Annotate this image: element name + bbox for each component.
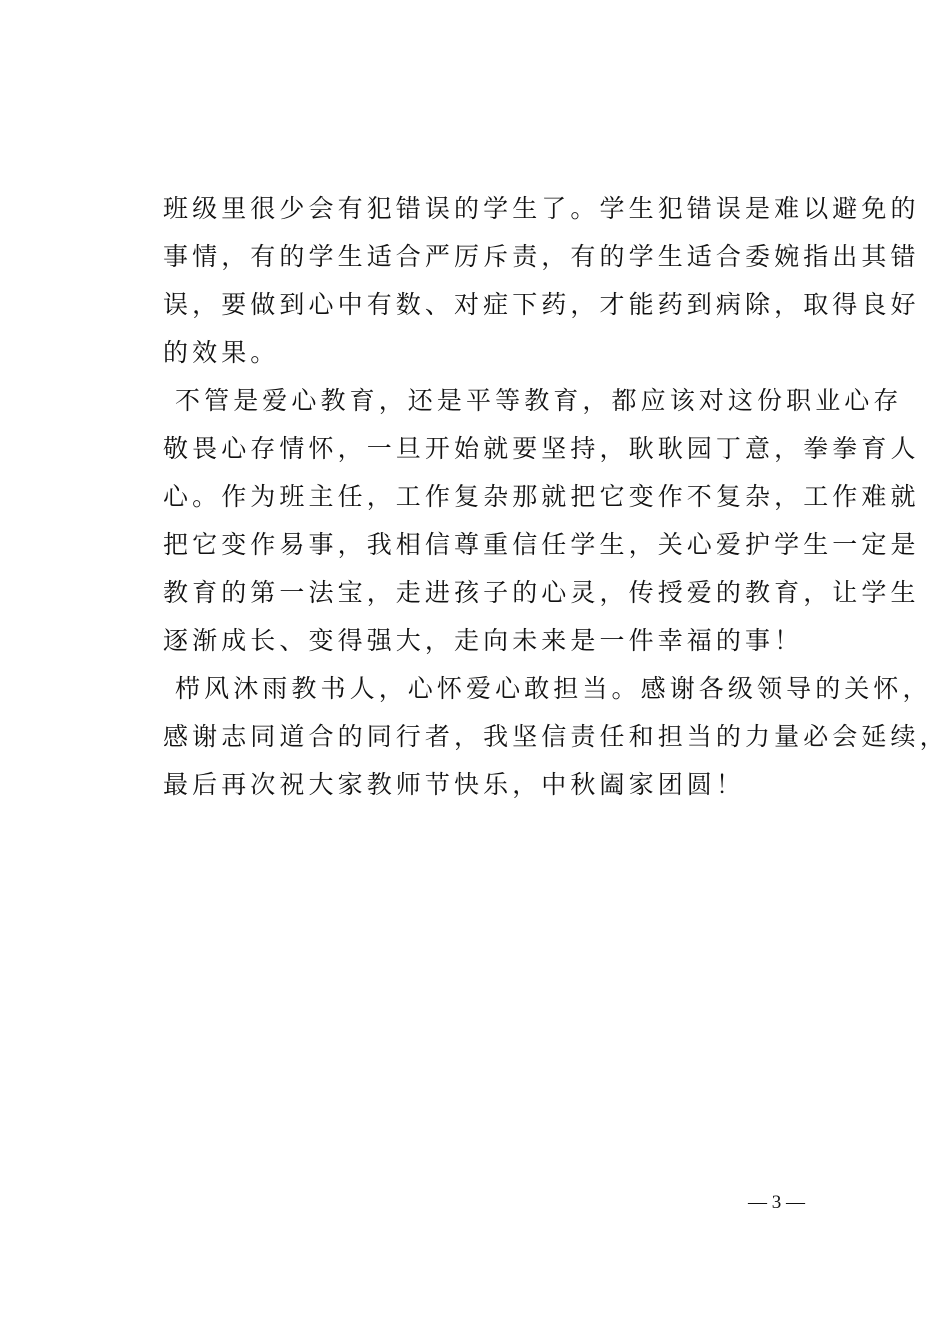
text-line: 最后再次祝大家教师节快乐，中秋阖家团圆！: [163, 770, 746, 799]
text-line: 敬畏心存情怀，一旦开始就要坚持，耿耿园丁意，拳拳育人: [163, 434, 920, 463]
paragraph-2: [163, 377, 920, 665]
text-line: 心。作为班主任，工作复杂那就把它变作不复杂，工作难就: [163, 482, 920, 511]
text-line: 逐渐成长、变得强大，走向未来是一件幸福的事！: [163, 626, 804, 655]
document-body: [163, 185, 949, 809]
text-line: 栉风沐雨教书人，心怀爱心敢担当。感谢各级领导的关怀，: [175, 674, 932, 703]
paragraph-3: [163, 665, 949, 809]
text-line: 事情，有的学生适合严厉斥责，有的学生适合委婉指出其错: [163, 242, 920, 271]
text-line: 把它变作易事，我相信尊重信任学生，关心爱护学生一定是: [163, 530, 920, 559]
text-line: 班级里很少会有犯错误的学生了。学生犯错误是难以避免的: [163, 194, 920, 223]
text-line: 不管是爱心教育，还是平等教育，都应该对这份职业心存: [175, 386, 903, 415]
text-line: 误，要做到心中有数、对症下药，才能药到病除，取得良好: [163, 290, 920, 319]
text-line: 教育的第一法宝，走进孩子的心灵，传授爱的教育，让学生: [163, 578, 920, 607]
paragraph-1: [163, 185, 920, 377]
text-line: 感谢志同道合的同行者，我坚信责任和担当的力量必会延续，: [163, 722, 949, 751]
text-line: 的效果。: [163, 338, 280, 367]
page-number: — 3 —: [748, 1192, 805, 1213]
